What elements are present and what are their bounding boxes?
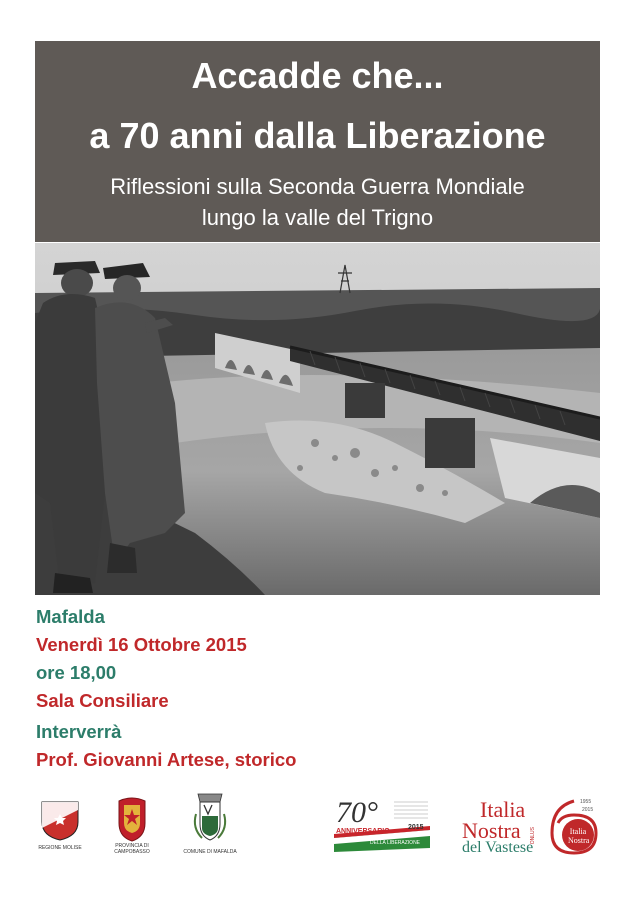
event-date: Venerdì 16 Ottobre 2015 xyxy=(36,634,247,655)
italia-nostra-vastese: del Vastese xyxy=(462,839,534,856)
anniversario-70-logo xyxy=(334,798,430,854)
title-line-1: Accadde che... xyxy=(191,55,444,96)
header-band xyxy=(35,41,600,242)
italia-nostra-logo xyxy=(458,795,606,861)
historical-photo-soldiers-bridge xyxy=(35,243,600,595)
speaker-name: Prof. Giovanni Artese, storico xyxy=(36,749,297,770)
sixty-years-start: 1955 xyxy=(580,799,592,805)
anniversario-number: 70 xyxy=(336,796,366,829)
event-time: ore 18,00 xyxy=(36,662,117,683)
provincia-campobasso-crest-icon xyxy=(113,795,151,843)
subtitle-line-1: Riflessioni sulla Seconda Guerra Mondiale xyxy=(110,174,525,199)
event-venue: Sala Consiliare xyxy=(36,690,169,711)
comune-mafalda-caption: COMUNE DI MAFALDA xyxy=(183,849,237,855)
sixty-years-end: 2015 xyxy=(582,807,594,813)
speaker-label: Interverrà xyxy=(36,721,122,742)
comune-mafalda-crest-icon xyxy=(190,792,230,844)
regione-molise-caption: REGIONE MOLISE xyxy=(38,845,82,851)
provincia-caption-line-1: PROVINCIA DI xyxy=(115,843,149,849)
anniversario-label: ANNIVERSARIO xyxy=(336,828,390,835)
anniversario-sub: DELLA LIBERAZIONE xyxy=(370,840,421,846)
regione-molise-crest-icon xyxy=(38,798,82,842)
title-line-2: a 70 anni dalla Liberazione xyxy=(89,115,546,156)
subtitle-line-2: lungo la valle del Trigno xyxy=(201,205,434,230)
event-place: Mafalda xyxy=(36,606,105,627)
italia-nostra-onlus: ONLUS xyxy=(530,827,536,845)
italia-nostra-word-1: Italia xyxy=(480,797,526,822)
anniversario-year: 2015 xyxy=(408,824,424,831)
sixty-badge-label-line-1: Italia xyxy=(569,827,587,836)
provincia-caption-line-2: CAMPOBASSO xyxy=(114,849,150,855)
sixty-badge-label xyxy=(568,827,588,845)
sixty-badge-label-line-2: Nostra xyxy=(568,836,590,845)
degree-symbol: ° xyxy=(366,796,378,829)
italia-nostra-word-2: Nostra xyxy=(462,818,521,843)
